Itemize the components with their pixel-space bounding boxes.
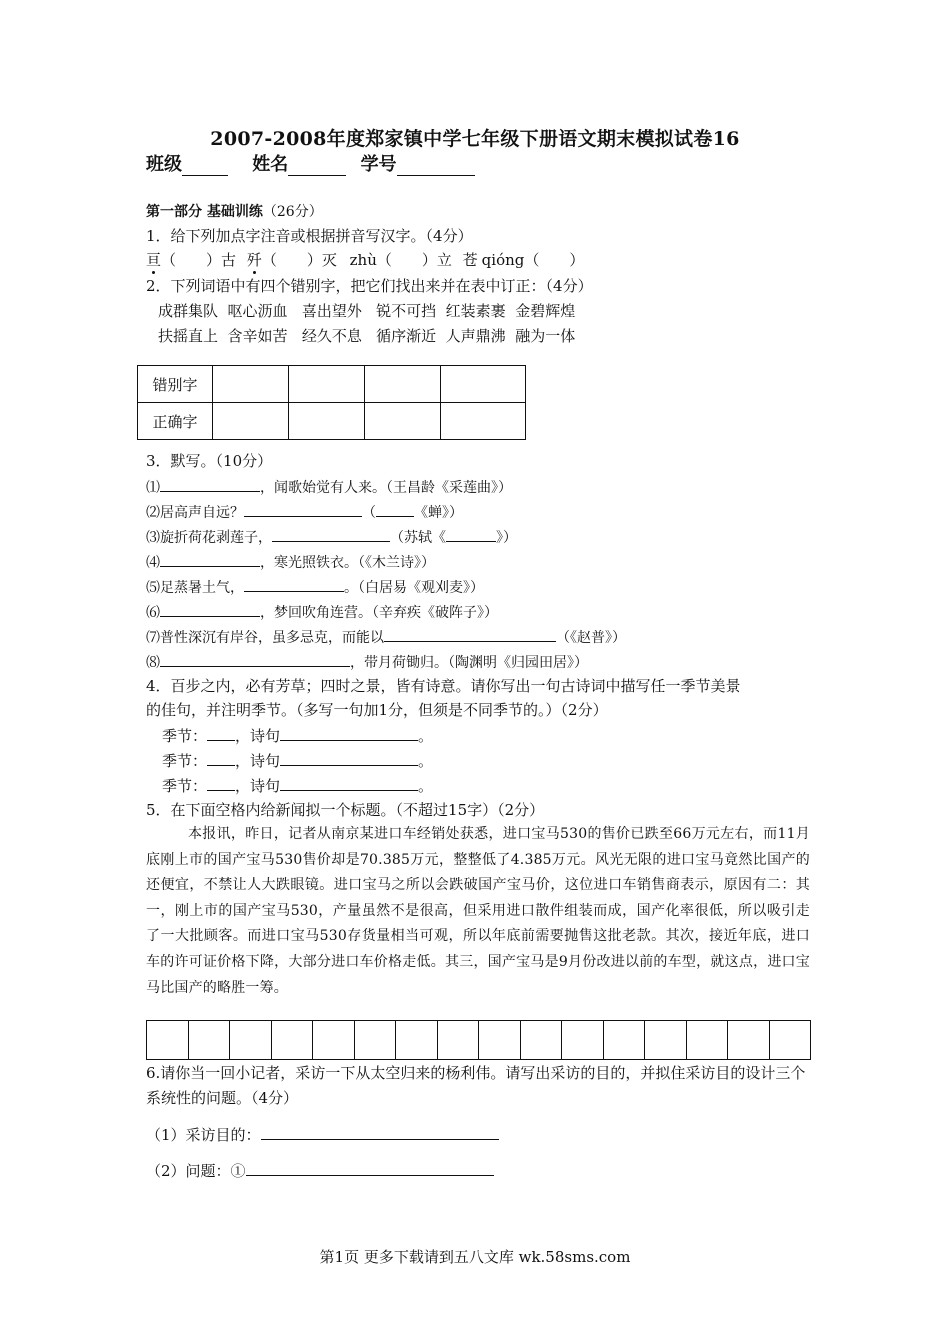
- news-paragraph: 本报讯，昨日，记者从南京某进口车经销处获悉，进口宝马530的售价已跌至66万元左右，而11月底刚上市的国产宝马530售价却是70.385万元，整整低了4.385万元。风光无限的进口宝马竟然比国产的还便宜，不禁让人大跌眼镜。进口宝马之所以会跌破国产宝马价，这位进口车销售商表示，原因有二：其一，刚上市的国产宝马530，产量虽然不是很高，但采用进口散件组装而成，国产化率很低，所以吸引走了一大批顾客。而进口宝马530存货量相当可观，所以年底前需要抛售这批老款。其次，接近年底，进口车的许可证价格下降，大部分进口车价格走低。其三，国产宝马是9月份改进以前的车型，就这点，进口宝马比国产的略胜一筹。: [146, 826, 810, 996]
- table-row: [138, 403, 526, 440]
- season-blank[interactable]: [207, 750, 235, 766]
- headline-char-box[interactable]: [230, 1021, 272, 1059]
- headline-char-box[interactable]: [355, 1021, 397, 1059]
- answer-blank[interactable]: [244, 501, 362, 517]
- purpose-label: （1）采访目的：: [146, 1126, 261, 1144]
- line-text: ，寒光照铁衣。（《木兰诗》）: [260, 555, 435, 571]
- line-text: ，带月荷锄归。（陶渊明《归园田居》）: [350, 655, 588, 671]
- answer-blank[interactable]: [376, 501, 414, 517]
- line-text: （: [362, 505, 376, 521]
- line-number: ⑹: [146, 605, 160, 621]
- season-label: 季节：: [162, 752, 208, 770]
- student-info-line: [146, 150, 493, 176]
- headline-char-box[interactable]: [479, 1021, 521, 1059]
- season-label: 季节：: [162, 777, 208, 795]
- q4-answer-line: [162, 750, 433, 771]
- q6-question-line: [146, 1160, 494, 1181]
- line-text: （《赵普》）: [556, 630, 626, 646]
- answer-blank[interactable]: [160, 601, 260, 617]
- poem-blank[interactable]: [280, 725, 418, 741]
- answer-blank[interactable]: [272, 526, 390, 542]
- q1-pinyin: qióng: [481, 251, 525, 269]
- answer-cell[interactable]: [365, 403, 441, 440]
- answer-blank[interactable]: [244, 576, 344, 592]
- q3-line: [146, 651, 588, 673]
- line-text: 旋折荷花剥莲子，: [160, 530, 272, 546]
- answer-cell[interactable]: [365, 366, 441, 403]
- line-number: ⑴: [146, 480, 160, 496]
- headline-boxes: [146, 1020, 811, 1060]
- section-title: 第一部分 基础训练: [146, 204, 263, 220]
- headline-char-box[interactable]: [438, 1021, 480, 1059]
- q3-line: [146, 576, 484, 598]
- q1-prompt: 1．给下列加点字注音或根据拼音写汉字。（4分）: [146, 227, 473, 245]
- q1-item-rest: （ ）立: [376, 251, 452, 269]
- q1-items: [146, 250, 584, 270]
- line-text: ，闻歌始觉有人来。（王昌龄《采莲曲》）: [260, 480, 512, 496]
- poem-blank[interactable]: [280, 775, 418, 791]
- q4-prompt-line2: 的佳句，并注明季节。（多写一句加1分，但须是不同季节的。）（2分）: [146, 701, 608, 719]
- q5-prompt: 5．在下面空格内给新闻拟一个标题。（不超过15字）（2分）: [146, 801, 545, 819]
- line-number: ⑻: [146, 655, 160, 671]
- row-label-correct: 正确字: [138, 403, 213, 440]
- line-text: ，梦回吹角连营。（辛弃疾《破阵子》）: [260, 605, 498, 621]
- q3-line: [146, 601, 498, 623]
- season-blank[interactable]: [207, 725, 235, 741]
- line-text: 《蝉》）: [414, 505, 463, 521]
- line-text: 普性深沉有岸谷，虽多忌克，而能以: [160, 630, 384, 646]
- line-end: 。: [418, 727, 434, 745]
- answer-cell[interactable]: [441, 366, 526, 403]
- poem-label: ，诗句: [235, 777, 281, 795]
- class-field[interactable]: [182, 157, 228, 176]
- headline-char-box[interactable]: [313, 1021, 355, 1059]
- headline-char-box[interactable]: [521, 1021, 563, 1059]
- section-heading: [146, 201, 323, 221]
- q1-word: 苍: [462, 251, 478, 269]
- answer-cell[interactable]: [441, 403, 526, 440]
- answer-cell[interactable]: [289, 366, 365, 403]
- correction-table: [137, 365, 526, 440]
- q1-dotted-char: 亘: [146, 251, 162, 269]
- line-number: ⑶: [146, 530, 160, 546]
- q1-dotted-char: 歼: [246, 251, 262, 269]
- answer-blank[interactable]: [160, 551, 260, 567]
- headline-char-box[interactable]: [189, 1021, 231, 1059]
- answer-blank[interactable]: [384, 626, 556, 642]
- purpose-blank[interactable]: [261, 1124, 499, 1140]
- q3-line: [146, 526, 517, 548]
- line-end: 。: [418, 777, 434, 795]
- table-row: [138, 366, 526, 403]
- q1-item-rest: （ ）: [524, 251, 585, 269]
- q3-line: [146, 501, 463, 523]
- q1-item-rest: （ ）古: [161, 251, 237, 269]
- line-text: 》）: [496, 530, 517, 546]
- answer-blank[interactable]: [160, 651, 350, 667]
- line-number: ⑸: [146, 580, 160, 596]
- line-text: 居高声自远？: [160, 505, 244, 521]
- answer-cell[interactable]: [289, 403, 365, 440]
- headline-char-box[interactable]: [770, 1021, 811, 1059]
- name-label: 姓名: [252, 154, 289, 175]
- headline-char-box[interactable]: [604, 1021, 646, 1059]
- line-text: （苏轼《: [390, 530, 446, 546]
- line-number: ⑵: [146, 505, 160, 521]
- season-label: 季节：: [162, 727, 208, 745]
- id-field[interactable]: [397, 157, 475, 176]
- section-score: （26分）: [262, 204, 323, 220]
- row-label-wrong: 错别字: [138, 366, 213, 403]
- q6-prompt: 6.请你当一回小记者，采访一下从太空归来的杨利伟。请写出采访的目的，并拟住采访目的设计三个系统性的问题。（4分）: [146, 1064, 806, 1107]
- answer-cell[interactable]: [213, 403, 289, 440]
- q3-line: [146, 626, 626, 648]
- q6-purpose-line: [146, 1124, 499, 1145]
- poem-label: ，诗句: [235, 752, 281, 770]
- line-end: 。: [418, 752, 434, 770]
- class-label: 班级: [146, 154, 182, 175]
- q2-words-line1: 成群集队 呕心沥血 喜出望外 锐不可挡 红装素裹 金碧辉煌: [158, 302, 576, 320]
- page-title: 2007-2008年度郑家镇中学七年级下册语文期末模拟试卷16: [210, 128, 740, 150]
- headline-char-box[interactable]: [562, 1021, 604, 1059]
- line-text: 足蒸暑土气，: [160, 580, 244, 596]
- q4-answer-line: [162, 725, 433, 746]
- headline-char-box[interactable]: [396, 1021, 438, 1059]
- headline-char-box[interactable]: [687, 1021, 729, 1059]
- q2-words-line2: 扶摇直上 含辛如苦 经久不息 循序渐近 人声鼎沸 融为一体: [158, 327, 576, 345]
- name-field[interactable]: [288, 157, 346, 176]
- q3-line: [146, 476, 512, 498]
- line-number: ⑷: [146, 555, 160, 571]
- headline-char-box[interactable]: [272, 1021, 314, 1059]
- answer-blank[interactable]: [446, 526, 496, 542]
- q4-prompt-line1: 4．百步之内，必有芳草；四时之景，皆有诗意。请你写出一句古诗词中描写任一季节美景: [146, 677, 741, 695]
- q1-pinyin: zhù: [349, 251, 377, 269]
- id-label: 学号: [360, 154, 397, 175]
- headline-char-box[interactable]: [645, 1021, 687, 1059]
- headline-char-box[interactable]: [147, 1021, 189, 1059]
- page-footer: 第1页 更多下载请到五八文库 wk.58sms.com: [319, 1248, 631, 1266]
- q1-item-rest: （ ）灭: [261, 251, 337, 269]
- q3-prompt: 3．默写。（10分）: [146, 452, 273, 470]
- q4-answer-line: [162, 775, 433, 796]
- line-text: 。（白居易《观刈麦》）: [344, 580, 484, 596]
- question-label: （2）问题：①: [146, 1162, 246, 1180]
- q3-line: [146, 551, 435, 573]
- q2-prompt: 2．下列词语中有四个错别字，把它们找出来并在表中订正：（4分）: [146, 277, 593, 295]
- poem-blank[interactable]: [280, 750, 418, 766]
- question-blank[interactable]: [246, 1160, 494, 1176]
- headline-char-box[interactable]: [728, 1021, 770, 1059]
- line-number: ⑺: [146, 630, 160, 646]
- answer-cell[interactable]: [213, 366, 289, 403]
- answer-blank[interactable]: [160, 476, 260, 492]
- poem-label: ，诗句: [235, 727, 281, 745]
- season-blank[interactable]: [207, 775, 235, 791]
